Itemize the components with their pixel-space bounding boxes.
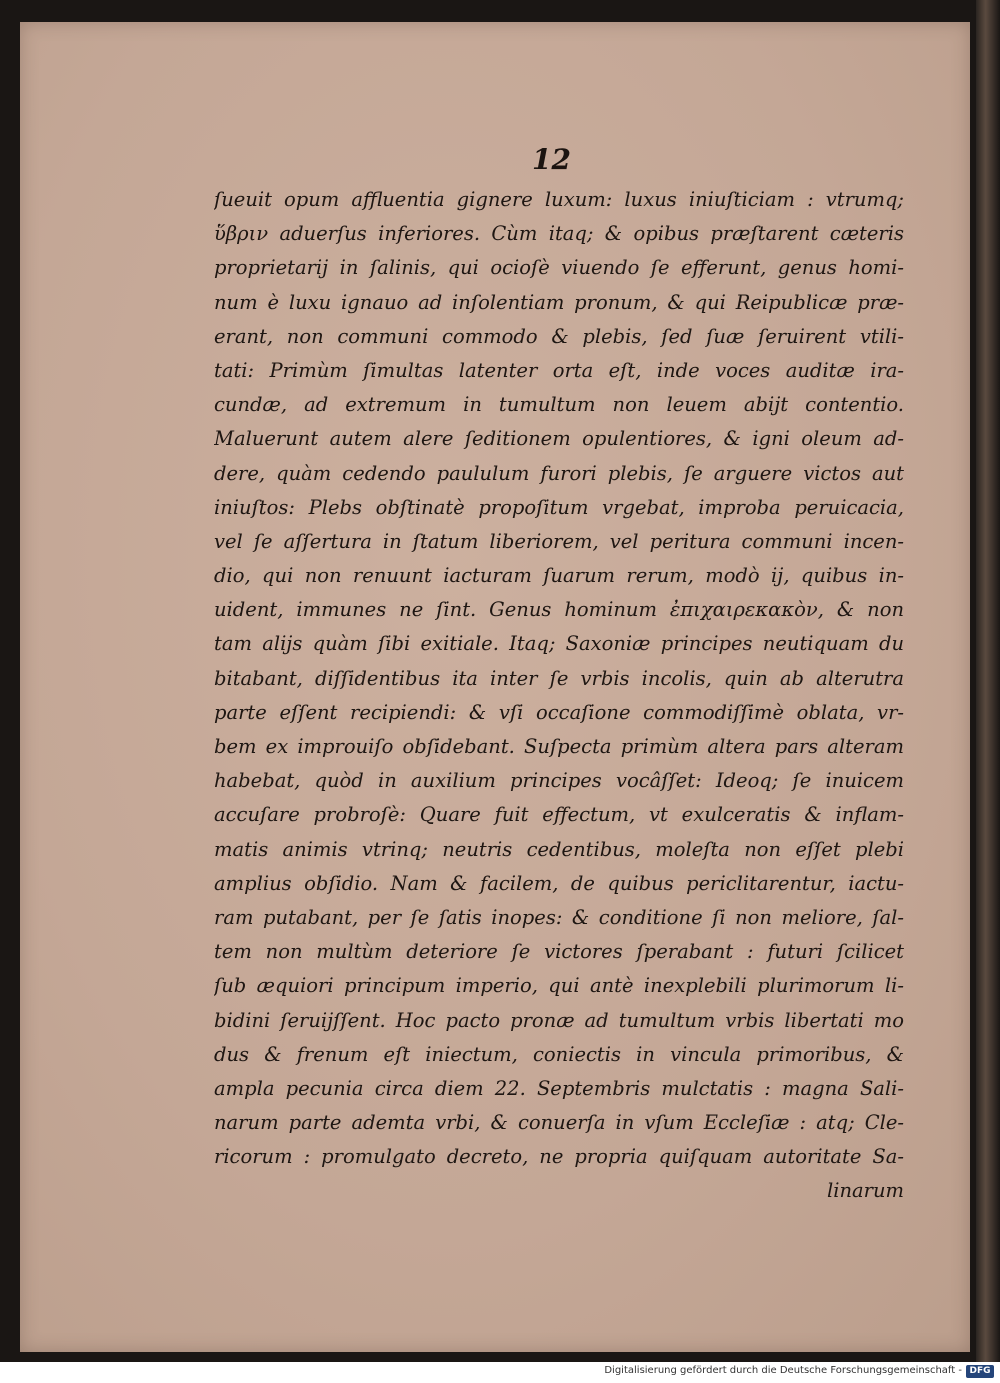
text-line: iniuſtos: Plebs obſtinatè propoſitum vrgebat, improba peruicacia,: [214, 495, 904, 519]
text-line: Maluerunt autem alere ſeditionem opulentiores, & igni oleum ad-: [214, 427, 904, 451]
text-line: tem non multùm deteriore ſe victores ſperabant : futuri ſcilicet: [214, 940, 904, 964]
text-line: ram putabant, per ſe ſatis inopes: & conditione ſi non meliore, ſal-: [214, 905, 904, 929]
text-line: erant, non communi commodo & plebis, ſed ſuæ ſeruirent vtili-: [214, 324, 904, 348]
text-line: bitabant, diſſidentibus ita inter ſe vrbis incolis, quin ab alterutra: [214, 666, 904, 690]
text-line: ricorum : promulgato decreto, ne propria quiſquam autoritate Sa-: [214, 1145, 904, 1169]
text-line: dus & frenum eſt iniectum, coniectis in vincula primoribus, &: [214, 1042, 904, 1066]
text-line: matis animis vtrinq; neutris cedentibus, moleſta non eſſet plebi: [214, 837, 904, 861]
text-line: tam alijs quàm ſibi exitiale. Itaq; Saxoniæ principes neutiquam du: [214, 632, 904, 656]
text-line: tati: Primùm ſimultas latenter orta eſt, inde voces auditæ ira-: [214, 358, 904, 382]
text-line: bem ex improuiſo obſidebant. Suſpecta primùm altera pars alteram: [214, 735, 904, 758]
text-line: num è luxu ignauo ad inſolentiam pronum, & qui Reipublicæ præ-: [214, 290, 904, 314]
text-line: vel ſe aſſertura in ſtatum liberiorem, vel peritura communi incen-: [214, 529, 904, 553]
body-text: [214, 183, 904, 1209]
text-line: narum parte ademta vrbi, & conuerſa in vſum Eccleſiæ : atq; Cle-: [214, 1111, 904, 1135]
text-line: linarum: [826, 1179, 904, 1203]
text-line: ampla pecunia circa diem 22. Septembris mulctatis : magna Sali-: [214, 1076, 904, 1100]
funding-credit: Digitalisierung gefördert durch die Deutsche Forschungsgemeinschaft -: [604, 1365, 962, 1376]
dfg-logo[interactable]: DFG: [966, 1365, 994, 1378]
text-line: dere, quàm cedendo paululum furori plebis, ſe arguere victos aut: [214, 461, 904, 485]
text-line: uident, immunes ne ſint. Genus hominum ἐπιχαιρεκακὸν, & non: [214, 598, 904, 622]
text-line: amplius obſidio. Nam & facilem, de quibus periclitarentur, iactu-: [214, 871, 904, 895]
text-line: proprietarij in ſalinis, qui ocioſè viuendo ſe efferunt, genus homi-: [214, 256, 904, 280]
text-line: ὕβριν aduerſus inferiores. Cùm itaq; & opibus præſtarent cæteris: [214, 222, 904, 246]
text-line: accuſare probroſè: Quare fuit effectum, vt exulceratis & inflam-: [214, 803, 904, 827]
text-line: ſub æquiori principum imperio, qui antè inexplebili plurimorum li-: [214, 974, 904, 998]
text-line: ſueuit opum affluentia gignere luxum: luxus iniuſticiam : vtrumq;: [214, 188, 904, 211]
text-line: parte eſſent recipiendi: & vſi occaſione commodiſſimè oblata, vr-: [214, 700, 904, 724]
page-edge: [976, 0, 1000, 1362]
text-line: habebat, quòd in auxilium principes vocâſſet: Ideoq; ſe inuicem: [214, 769, 904, 793]
text-line: bidini ſeruijſſent. Hoc pacto pronæ ad tumultum vrbis libertati mo: [214, 1008, 904, 1032]
text-line: cundæ, ad extremum in tumultum non leuem abijt contentio.: [214, 393, 904, 417]
page-number: 12: [532, 143, 571, 176]
footer-bar: [0, 1362, 1000, 1383]
text-line: dio, qui non renuunt iacturam ſuarum rerum, modò ij, quibus in-: [214, 564, 904, 588]
